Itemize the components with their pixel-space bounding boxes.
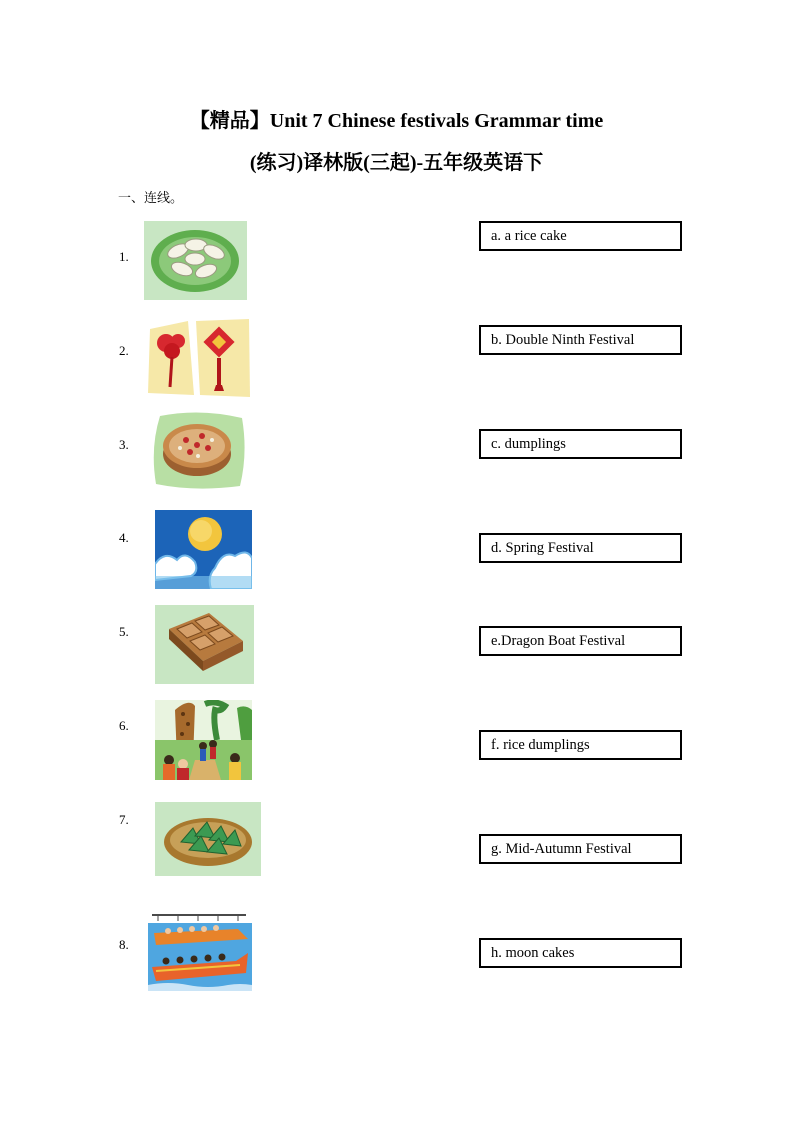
dumplings-plate-icon (144, 221, 247, 300)
item-number-5: 5. (119, 624, 129, 639)
option-g: g. Mid-Autumn Festival (479, 834, 682, 864)
option-h: h. moon cakes (479, 938, 682, 968)
item-number-2: 2. (119, 343, 129, 358)
rice-cake-icon (150, 408, 248, 490)
rice-dumplings-icon (155, 802, 261, 876)
full-moon-icon (155, 510, 252, 589)
title-line-1: 【精品】Unit 7 Chinese festivals Grammar time (189, 110, 604, 132)
section-label: 一、连线。 (118, 190, 184, 205)
option-a: a. a rice cake (479, 221, 682, 251)
item-number-3: 3. (119, 437, 129, 452)
item-number-7: 7. (119, 812, 129, 827)
option-d: d. Spring Festival (479, 533, 682, 563)
item-number-6: 6. (119, 718, 129, 733)
title-line-2: (练习)译林版(三起)-五年级英语下 (249, 152, 544, 174)
dragon-boat-icon (148, 911, 252, 991)
chinese-knots-icon (144, 315, 253, 399)
mountain-climbing-icon (155, 700, 252, 780)
item-number-1: 1. (119, 249, 129, 264)
option-e: e.Dragon Boat Festival (479, 626, 682, 656)
item-number-4: 4. (119, 530, 129, 545)
option-f: f. rice dumplings (479, 730, 682, 760)
option-c: c. dumplings (479, 429, 682, 459)
item-number-8: 8. (119, 937, 129, 952)
option-b: b. Double Ninth Festival (479, 325, 682, 355)
moon-cakes-icon (155, 605, 254, 684)
